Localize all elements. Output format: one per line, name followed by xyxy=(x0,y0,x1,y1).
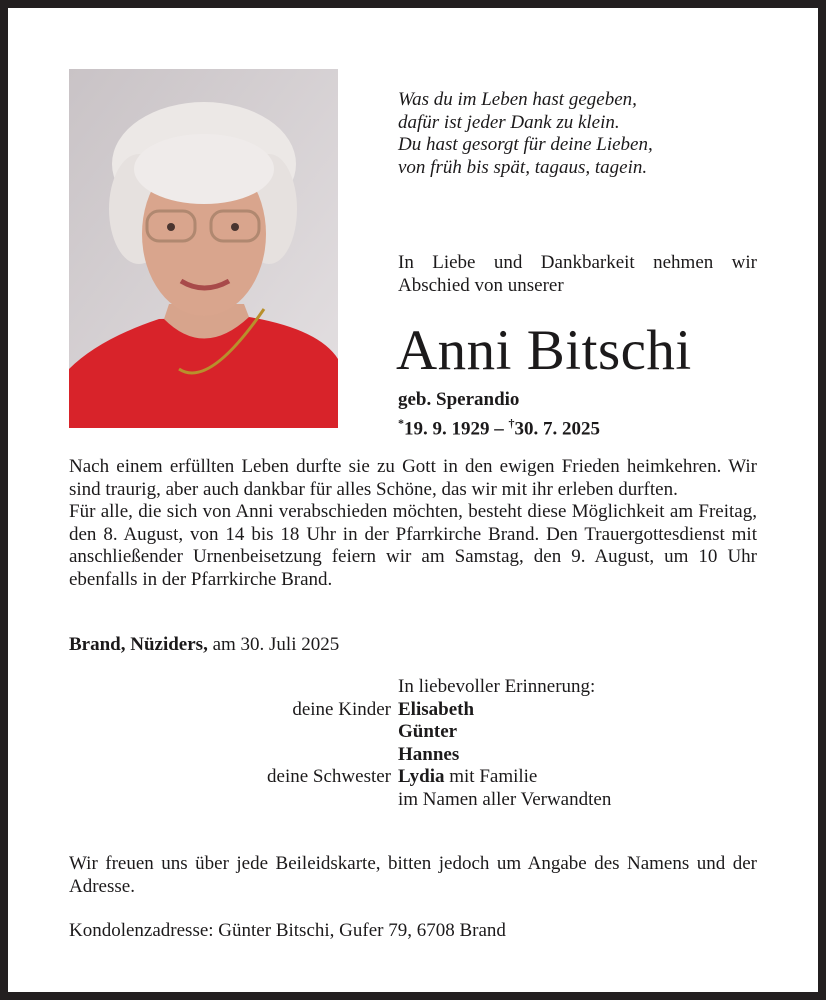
sister-suffix: mit Familie xyxy=(444,766,538,787)
sister-label: deine Schwester xyxy=(267,766,391,787)
intro-text xyxy=(398,252,757,297)
child-name: Günter xyxy=(398,721,458,742)
child-name: Elisabeth xyxy=(398,698,475,720)
memorial-quote xyxy=(398,89,653,179)
child-name: Hannes xyxy=(398,743,460,765)
deceased-name: Anni Bitschi xyxy=(396,319,692,382)
date-separator: – xyxy=(489,418,509,440)
quote-line: Was du im Leben hast gegeben, xyxy=(398,89,637,110)
life-dates xyxy=(398,412,600,441)
body-text xyxy=(69,456,757,591)
place-date xyxy=(69,634,339,657)
quote-line: Du hast gesorgt für deine Lieben, xyxy=(398,134,653,155)
remembrance-heading: In liebevoller Erinnerung: xyxy=(398,676,596,697)
sister-name: Lydia xyxy=(398,766,445,787)
death-date: 30. 7. 2025 xyxy=(514,418,600,440)
paragraph: Für alle, die sich von Anni verabschieden möchten, besteht diese Möglichkeit am Freitag, den 8. August, von 14 bis 18 Uhr in der Pfarrkirche Brand. Den Trauergottesdienst mit anschließender Urnenbeisetzung feiern wir am Samstag, den 9. August, um 10 Uhr ebenfalls in der Pfarrkirche Brand. xyxy=(69,501,757,590)
intro-line: Abschied von unserer xyxy=(398,274,564,296)
quote-line: von früh bis spät, tagaus, tagein. xyxy=(398,156,648,178)
intro-line: In Liebe und Dankbarkeit nehmen wir xyxy=(398,252,757,273)
place: Brand, Nüziders, xyxy=(69,634,208,655)
condolence-card-note: Wir freuen uns über jede Beileidskarte, bitten jedoch um Angabe des Namens und der Adresse. xyxy=(69,853,757,897)
maiden-name: geb. Sperandio xyxy=(398,389,520,410)
birth-date: 19. 9. 1929 xyxy=(404,418,490,440)
children-label: deine Kinder xyxy=(292,698,391,720)
death-mark: † xyxy=(508,416,515,430)
quote-line: dafür ist jeder Dank zu klein. xyxy=(398,111,620,133)
date: am 30. Juli 2025 xyxy=(207,634,340,655)
condolence-address: Kondolenzadresse: Günter Bitschi, Gufer 79, 6708 Brand xyxy=(69,920,506,941)
portrait-photo xyxy=(69,69,338,428)
mourners-list xyxy=(69,676,769,811)
relatives-line: im Namen aller Verwandten xyxy=(398,788,612,810)
birth-mark: * xyxy=(398,416,404,430)
paragraph: Nach einem erfüllten Leben durfte sie zu Gott in den ewigen Frieden heimkehren. Wir sind traurig, aber auch dankbar für alles Schöne, das wir mit ihr erleben durften. xyxy=(69,456,757,500)
